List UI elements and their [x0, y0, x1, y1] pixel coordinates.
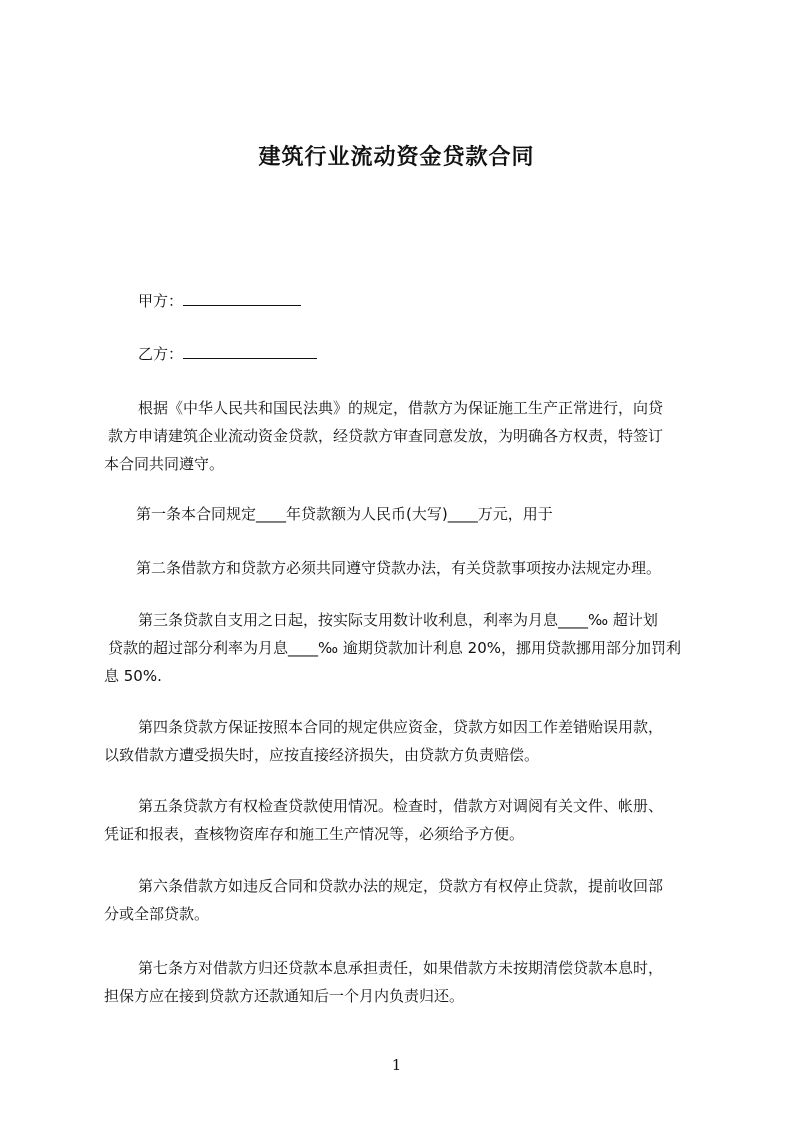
party-b-line: [138, 344, 317, 364]
party-a-label: 甲方：: [138, 292, 184, 310]
article-3-line: 贷款的超过部分利率为月息____‰ 逾期贷款加计利息 20%，挪用贷款挪用部分加罚利: [108, 639, 682, 657]
party-b-blank: [183, 344, 317, 359]
party-b-label: 乙方：: [138, 345, 184, 363]
article-3-line: 息 50%.: [104, 667, 162, 685]
article-7-line: 第七条方对借款方归还贷款本息承担责任，如果借款方未按期清偿贷款本息时，: [138, 959, 664, 977]
preamble-line: 根据《中华人民共和国民法典》的规定，借款方为保证施工生产正常进行，向贷: [138, 399, 664, 417]
article-1-line: 第一条本合同规定____年贷款额为人民币(大写)____万元，用于: [136, 505, 553, 523]
preamble-line: 本合同共同遵守。: [104, 455, 225, 473]
article-2-line: 第二条借款方和贷款方必须共同遵守贷款办法，有关贷款事项按办法规定办理。: [136, 559, 662, 577]
party-a-line: [138, 291, 301, 311]
article-4-line: 第四条贷款方保证按照本合同的规定供应资金，贷款方如因工作差错贻误用款，: [138, 718, 664, 736]
document-title: 建筑行业流动资金贷款合同: [258, 145, 535, 170]
article-5-line: 凭证和报表，查核物资库存和施工生产情况等，必须给予方便。: [104, 825, 525, 843]
article-5-line: 第五条贷款方有权检查贷款使用情况。检查时，借款方对调阅有关文件、帐册、: [138, 797, 664, 815]
party-a-blank: [183, 291, 301, 306]
preamble-line: 款方申请建筑企业流动资金贷款，经贷款方审查同意发放，为明确各方权责，特签订: [108, 427, 664, 445]
article-6-line: 分或全部贷款。: [104, 905, 210, 923]
page-number: 1: [391, 1056, 402, 1074]
article-6-line: 第六条借款方如违反合同和贷款办法的规定，贷款方有权停止贷款，提前收回部: [138, 877, 664, 895]
article-7-line: 担保方应在接到贷款方还款通知后一个月内负责归还。: [104, 987, 465, 1005]
article-4-line: 以致借款方遭受损失时，应按直接经济损失，由贷款方负责赔偿。: [104, 746, 540, 764]
article-3-line: 第三条贷款自支用之日起，按实际支用数计收利息，利率为月息____‰ 超计划: [138, 611, 658, 629]
